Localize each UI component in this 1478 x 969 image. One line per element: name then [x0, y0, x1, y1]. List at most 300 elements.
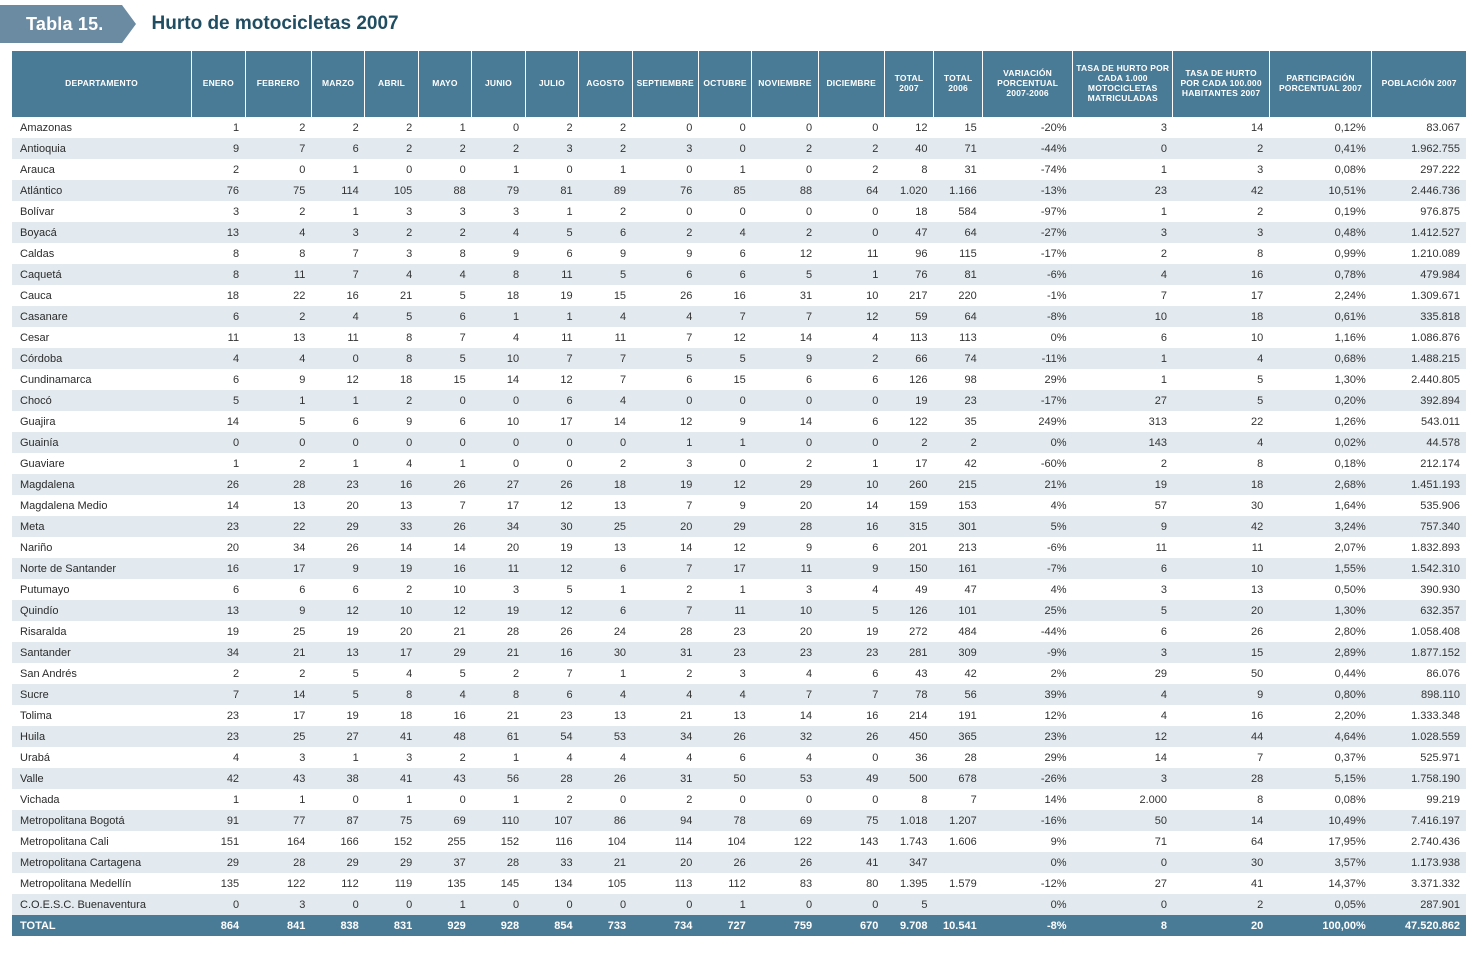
cell-value: 9 — [245, 600, 311, 621]
cell-value: 8 — [365, 348, 418, 369]
cell-value: 3.371.332 — [1372, 873, 1466, 894]
cell-value: 88 — [418, 180, 471, 201]
cell-value: 12 — [698, 474, 751, 495]
cell-departamento: Metropolitana Cartagena — [12, 852, 192, 873]
cell-value: 9 — [1173, 684, 1269, 705]
cell-value: 0 — [698, 117, 751, 138]
cell-value: 0,44% — [1269, 663, 1372, 684]
cell-value: 16 — [525, 642, 578, 663]
table-row — [12, 264, 1466, 285]
cell-value: 3 — [525, 138, 578, 159]
cell-value: 32 — [752, 726, 818, 747]
cell-departamento: Metropolitana Medellín — [12, 873, 192, 894]
cell-value: 7 — [1073, 285, 1173, 306]
cell-value: 26 — [525, 474, 578, 495]
page — [0, 5, 1478, 969]
cell-value: 2% — [983, 663, 1073, 684]
cell-value: 4 — [752, 747, 818, 768]
cell-value: 29 — [365, 852, 418, 873]
cell-value: 4 — [365, 264, 418, 285]
cell-value: 22 — [245, 285, 311, 306]
cell-value: 4 — [365, 453, 418, 474]
cell-value: 30 — [579, 642, 632, 663]
cell-value: 104 — [698, 831, 751, 852]
cell-value: 107 — [525, 810, 578, 831]
cell-value: 0 — [472, 894, 525, 915]
cell-value: 4 — [1173, 432, 1269, 453]
cell-value: 5 — [698, 348, 751, 369]
cell-value: 64 — [1173, 831, 1269, 852]
cell-value: 8 — [245, 243, 311, 264]
cell-value: 115 — [934, 243, 983, 264]
cell-value: 2 — [632, 663, 698, 684]
cell-value: 122 — [245, 873, 311, 894]
cell-value: 4 — [245, 348, 311, 369]
cell-value: 6 — [698, 747, 751, 768]
cell-value: 6 — [698, 264, 751, 285]
cell-value: 30 — [1173, 852, 1269, 873]
table-row — [12, 516, 1466, 537]
cell-value: 21 — [245, 642, 311, 663]
cell-value: 21 — [579, 852, 632, 873]
cell-value: 14 — [245, 684, 311, 705]
cell-value: 0,48% — [1269, 222, 1372, 243]
cell-value: 6 — [1073, 327, 1173, 348]
cell-value: 20 — [472, 537, 525, 558]
cell-value: 113 — [934, 327, 983, 348]
cell-value: 88 — [752, 180, 818, 201]
cell-value: 1.210.089 — [1372, 243, 1466, 264]
cell-value: 23 — [934, 390, 983, 411]
cell-value: 0 — [1073, 852, 1173, 873]
cell-value: 3 — [1073, 642, 1173, 663]
cell-value: 29 — [752, 474, 818, 495]
cell-value: 15 — [698, 369, 751, 390]
cell-value: 7.416.197 — [1372, 810, 1466, 831]
cell-value: 14 — [752, 411, 818, 432]
cell-value: 5 — [365, 306, 418, 327]
col-header-febrero: FEBRERO — [245, 51, 311, 117]
cell-value: 151 — [192, 831, 245, 852]
cell-value: 2 — [1173, 138, 1269, 159]
cell-value: 7 — [752, 684, 818, 705]
col-header-abril: ABRIL — [365, 51, 418, 117]
cell-value: 3 — [472, 201, 525, 222]
cell-value: 14 — [752, 705, 818, 726]
cell-value: 53 — [752, 768, 818, 789]
cell-value: 0 — [579, 789, 632, 810]
cell-value: 0 — [632, 159, 698, 180]
cell-value: 81 — [525, 180, 578, 201]
cell-value: 10 — [472, 411, 525, 432]
cell-value: 1.832.893 — [1372, 537, 1466, 558]
table-row — [12, 642, 1466, 663]
cell-value: 3 — [418, 201, 471, 222]
cell-value: 301 — [934, 516, 983, 537]
cell-value: 4 — [418, 684, 471, 705]
cell-value: 12 — [311, 369, 364, 390]
cell-value: 4% — [983, 579, 1073, 600]
cell-value: 0 — [365, 159, 418, 180]
cell-value: 0 — [818, 789, 884, 810]
cell-value: 0,19% — [1269, 201, 1372, 222]
cell-value: 5 — [525, 222, 578, 243]
table-row — [12, 747, 1466, 768]
cell-value: 3 — [698, 663, 751, 684]
cell-value: 3,57% — [1269, 852, 1372, 873]
cell-total-value: 733 — [579, 915, 632, 936]
cell-value: 3 — [192, 201, 245, 222]
table-row — [12, 138, 1466, 159]
cell-value: 5 — [1173, 369, 1269, 390]
cell-value: 22 — [1173, 411, 1269, 432]
cell-value: 11 — [311, 327, 364, 348]
cell-value: 112 — [311, 873, 364, 894]
cell-value: 1 — [365, 789, 418, 810]
cell-value: 0 — [752, 390, 818, 411]
cell-value: 2,07% — [1269, 537, 1372, 558]
cell-value: 42 — [934, 663, 983, 684]
cell-value: 191 — [934, 705, 983, 726]
cell-value: 119 — [365, 873, 418, 894]
cell-value: 450 — [884, 726, 933, 747]
cell-value: 34 — [245, 537, 311, 558]
cell-value: 86.076 — [1372, 663, 1466, 684]
cell-value: 7 — [245, 138, 311, 159]
cell-value: 25 — [579, 516, 632, 537]
cell-value: 12 — [698, 327, 751, 348]
cell-value: 75 — [245, 180, 311, 201]
cell-value: -60% — [983, 453, 1073, 474]
cell-value: 2 — [752, 453, 818, 474]
cell-value: 153 — [934, 495, 983, 516]
cell-value: 59 — [884, 306, 933, 327]
cell-value: 19 — [192, 621, 245, 642]
cell-value: 9 — [698, 411, 751, 432]
cell-value: 213 — [934, 537, 983, 558]
col-header-total-2006: TOTAL 2006 — [934, 51, 983, 117]
cell-value: 0 — [632, 894, 698, 915]
cell-value: 10 — [472, 348, 525, 369]
cell-departamento: Quindío — [12, 600, 192, 621]
table-title-bar — [0, 5, 1478, 43]
cell-value: 50 — [1073, 810, 1173, 831]
cell-value: 2 — [1073, 243, 1173, 264]
cell-value: 11 — [579, 327, 632, 348]
cell-value: 87 — [311, 810, 364, 831]
cell-value: 39% — [983, 684, 1073, 705]
table-row — [12, 474, 1466, 495]
cell-value: 0,99% — [1269, 243, 1372, 264]
cell-value: 22 — [245, 516, 311, 537]
cell-value: 1 — [818, 264, 884, 285]
cell-value: 1 — [311, 390, 364, 411]
cell-value: 281 — [884, 642, 933, 663]
cell-value: 0 — [579, 894, 632, 915]
cell-value: 69 — [418, 810, 471, 831]
cell-value: 29 — [698, 516, 751, 537]
cell-value: 7 — [579, 369, 632, 390]
cell-value: 28 — [632, 621, 698, 642]
cell-value: 17 — [472, 495, 525, 516]
cell-value: 19 — [525, 285, 578, 306]
cell-value: 2 — [245, 453, 311, 474]
cell-value: 8 — [884, 159, 933, 180]
cell-value: 16 — [311, 285, 364, 306]
cell-value: 7 — [934, 789, 983, 810]
cell-value: 35 — [934, 411, 983, 432]
cell-value: 1 — [818, 453, 884, 474]
cell-value: 8 — [192, 264, 245, 285]
cell-value: -7% — [983, 558, 1073, 579]
cell-value: 315 — [884, 516, 933, 537]
cell-departamento: Atlántico — [12, 180, 192, 201]
cell-departamento: Magdalena Medio — [12, 495, 192, 516]
cell-value: 9 — [192, 138, 245, 159]
cell-value: 3 — [1073, 768, 1173, 789]
col-header-agosto: AGOSTO — [579, 51, 632, 117]
cell-value: 272 — [884, 621, 933, 642]
cell-value: 4 — [1073, 705, 1173, 726]
cell-value: 214 — [884, 705, 933, 726]
cell-value: 1 — [525, 306, 578, 327]
cell-value: 1 — [632, 432, 698, 453]
cell-value: 2 — [579, 138, 632, 159]
cell-value: 26 — [752, 852, 818, 873]
cell-value: 14 — [418, 537, 471, 558]
cell-value: 2,24% — [1269, 285, 1372, 306]
cell-value: 6 — [632, 369, 698, 390]
cell-total-value: 47.520.862 — [1372, 915, 1466, 936]
cell-departamento: Risaralda — [12, 621, 192, 642]
cell-value: 6 — [818, 537, 884, 558]
cell-value: 20 — [1173, 600, 1269, 621]
cell-value: 12 — [525, 369, 578, 390]
cell-value: 18 — [365, 705, 418, 726]
cell-value: 10 — [418, 579, 471, 600]
cell-value: 159 — [884, 495, 933, 516]
cell-value: 6 — [579, 558, 632, 579]
cell-value: 12 — [632, 411, 698, 432]
cell-value: 27 — [311, 726, 364, 747]
cell-value: 8 — [1173, 453, 1269, 474]
cell-value: 7 — [698, 306, 751, 327]
cell-value: 29% — [983, 747, 1073, 768]
table-row — [12, 600, 1466, 621]
cell-total-value: 734 — [632, 915, 698, 936]
cell-value: 8 — [472, 264, 525, 285]
cell-value: 6 — [818, 369, 884, 390]
cell-value: 260 — [884, 474, 933, 495]
cell-value: 23 — [698, 621, 751, 642]
cell-value: 13 — [365, 495, 418, 516]
cell-departamento: Metropolitana Cali — [12, 831, 192, 852]
table-row — [12, 789, 1466, 810]
cell-value: 166 — [311, 831, 364, 852]
table-number-tag: Tabla 15. — [0, 5, 122, 43]
cell-value: 152 — [365, 831, 418, 852]
cell-value: 1 — [311, 201, 364, 222]
cell-value: 632.357 — [1372, 600, 1466, 621]
cell-value: -13% — [983, 180, 1073, 201]
cell-value: 47 — [884, 222, 933, 243]
cell-value: 20 — [752, 621, 818, 642]
cell-value: 1.451.193 — [1372, 474, 1466, 495]
cell-value: 0 — [698, 789, 751, 810]
cell-departamento: Guaviare — [12, 453, 192, 474]
cell-value: 11 — [192, 327, 245, 348]
cell-value: 4 — [1073, 264, 1173, 285]
cell-value: 1 — [698, 579, 751, 600]
cell-value: 4 — [311, 306, 364, 327]
cell-value: 2 — [752, 138, 818, 159]
cell-value: 6 — [311, 579, 364, 600]
cell-departamento: C.O.E.S.C. Buenaventura — [12, 894, 192, 915]
cell-value: 40 — [884, 138, 933, 159]
cell-value: 11 — [818, 243, 884, 264]
page-title: Hurto de motocicletas 2007 — [151, 13, 399, 34]
table-row — [12, 369, 1466, 390]
cell-value: 54 — [525, 726, 578, 747]
cell-value: 18 — [884, 201, 933, 222]
cell-value: 249% — [983, 411, 1073, 432]
cell-value: 26 — [579, 768, 632, 789]
cell-value: 13 — [698, 705, 751, 726]
cell-value: 77 — [245, 810, 311, 831]
cell-value: 7 — [311, 264, 364, 285]
cell-value: 0,08% — [1269, 159, 1372, 180]
cell-value: 212.174 — [1372, 453, 1466, 474]
cell-value: 543.011 — [1372, 411, 1466, 432]
cell-value: 145 — [472, 873, 525, 894]
cell-value: -6% — [983, 537, 1073, 558]
table-total-row — [12, 915, 1466, 936]
cell-value: 1.207 — [934, 810, 983, 831]
cell-value: 69 — [752, 810, 818, 831]
cell-value: 5 — [1073, 600, 1173, 621]
cell-value: 5 — [418, 663, 471, 684]
cell-value: 26 — [418, 516, 471, 537]
cell-value: -27% — [983, 222, 1073, 243]
cell-value: 5 — [418, 348, 471, 369]
cell-value: 31 — [752, 285, 818, 306]
cell-value: 28 — [472, 621, 525, 642]
cell-value: 42 — [1173, 516, 1269, 537]
cell-departamento: Guainía — [12, 432, 192, 453]
cell-value: 0 — [818, 894, 884, 915]
cell-value: 0 — [418, 789, 471, 810]
cell-value: 0% — [983, 327, 1073, 348]
table-row — [12, 852, 1466, 873]
cell-departamento: Bolívar — [12, 201, 192, 222]
cell-value: 4 — [818, 327, 884, 348]
cell-value: 1 — [192, 117, 245, 138]
col-header-diciembre: DICIEMBRE — [818, 51, 884, 117]
cell-value: 6 — [525, 390, 578, 411]
cell-value: 17 — [245, 705, 311, 726]
cell-value: 0 — [365, 432, 418, 453]
cell-value: 143 — [1073, 432, 1173, 453]
cell-value: 0 — [472, 453, 525, 474]
cell-value: 0,41% — [1269, 138, 1372, 159]
table-row — [12, 348, 1466, 369]
cell-value: 7 — [311, 243, 364, 264]
cell-value: 0 — [418, 390, 471, 411]
cell-value: 0,50% — [1269, 579, 1372, 600]
cell-departamento: Cundinamarca — [12, 369, 192, 390]
cell-value: 10 — [1073, 306, 1173, 327]
cell-departamento: Meta — [12, 516, 192, 537]
cell-value: 2 — [1073, 453, 1173, 474]
cell-value: 1 — [698, 894, 751, 915]
cell-value: 12 — [418, 600, 471, 621]
cell-value: 49 — [884, 579, 933, 600]
table-row — [12, 495, 1466, 516]
cell-value: 4 — [698, 222, 751, 243]
cell-value: 3 — [365, 243, 418, 264]
cell-value: 898.110 — [1372, 684, 1466, 705]
col-header-enero: ENERO — [192, 51, 245, 117]
cell-total-value: 9.708 — [884, 915, 933, 936]
cell-value: 0% — [983, 894, 1073, 915]
cell-value: 110 — [472, 810, 525, 831]
cell-value: 584 — [934, 201, 983, 222]
cell-value: 10 — [818, 285, 884, 306]
cell-total-value: 670 — [818, 915, 884, 936]
cell-value: 11 — [245, 264, 311, 285]
cell-value: 0 — [632, 390, 698, 411]
cell-value: 2 — [418, 138, 471, 159]
cell-value: 2 — [192, 159, 245, 180]
table-row — [12, 873, 1466, 894]
cell-value: 5 — [311, 684, 364, 705]
cell-value: 0 — [818, 390, 884, 411]
cell-value: 0,20% — [1269, 390, 1372, 411]
cell-value: 5 — [245, 411, 311, 432]
cell-value: 24 — [579, 621, 632, 642]
cell-value: 14 — [1073, 747, 1173, 768]
cell-total-value: 854 — [525, 915, 578, 936]
cell-value: 28 — [525, 768, 578, 789]
cell-value: 5 — [418, 285, 471, 306]
cell-value: 28 — [245, 852, 311, 873]
cell-value: 19 — [1073, 474, 1173, 495]
cell-departamento: Casanare — [12, 306, 192, 327]
cell-total-value: 759 — [752, 915, 818, 936]
cell-value: 91 — [192, 810, 245, 831]
cell-value: 6 — [579, 600, 632, 621]
cell-departamento: Caldas — [12, 243, 192, 264]
cell-value: 126 — [884, 600, 933, 621]
cell-value: 1.028.559 — [1372, 726, 1466, 747]
cell-value: 30 — [1173, 495, 1269, 516]
cell-value: 6 — [818, 663, 884, 684]
cell-value: 27 — [1073, 390, 1173, 411]
cell-value: 61 — [472, 726, 525, 747]
cell-value: 1.488.215 — [1372, 348, 1466, 369]
cell-total-value: 727 — [698, 915, 751, 936]
cell-value: 12 — [525, 495, 578, 516]
cell-value: 9% — [983, 831, 1073, 852]
cell-value: 18 — [579, 474, 632, 495]
cell-total-value: 838 — [311, 915, 364, 936]
cell-value: 16 — [365, 474, 418, 495]
cell-value: 215 — [934, 474, 983, 495]
cell-value: 1 — [418, 894, 471, 915]
table-header-row — [12, 51, 1466, 117]
cell-value: 20 — [632, 852, 698, 873]
cell-value: 390.930 — [1372, 579, 1466, 600]
